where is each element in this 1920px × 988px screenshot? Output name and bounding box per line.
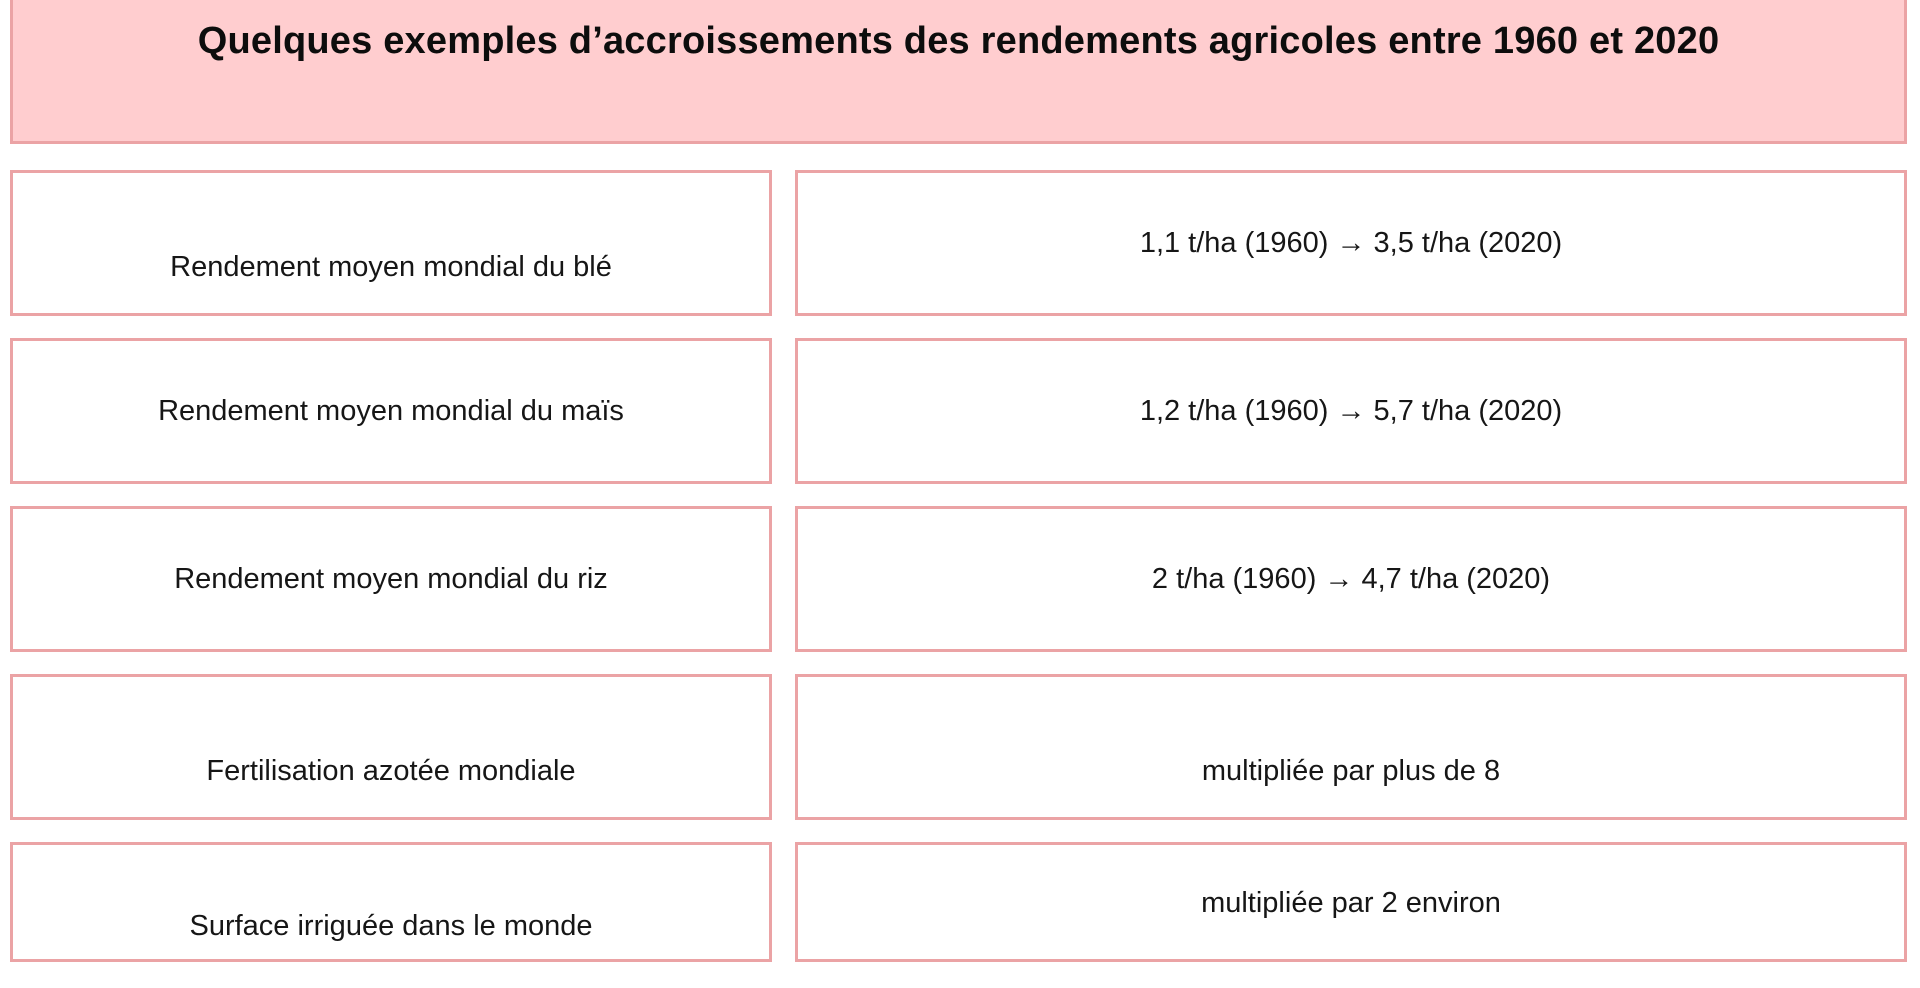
row-value-cell bbox=[795, 338, 1907, 484]
row-value-cell bbox=[795, 674, 1907, 820]
row-value-cell bbox=[795, 170, 1907, 316]
row-label: Rendement moyen mondial du blé bbox=[170, 251, 612, 283]
row-value: 2 t/ha (1960) → 4,7 t/ha (2020) bbox=[1151, 563, 1551, 595]
row-value: multipliée par plus de 8 bbox=[1201, 755, 1501, 787]
row-value-cell bbox=[795, 506, 1907, 652]
row-value-cell bbox=[795, 842, 1907, 962]
table-title-header bbox=[10, 0, 1907, 144]
row-value: 1,2 t/ha (1960) → 5,7 t/ha (2020) bbox=[1139, 395, 1563, 427]
row-label-cell bbox=[10, 170, 772, 316]
row-label-cell bbox=[10, 506, 772, 652]
row-value: multipliée par 2 environ bbox=[1201, 887, 1501, 919]
row-label: Fertilisation azotée mondiale bbox=[206, 755, 576, 787]
row-value: 1,1 t/ha (1960) → 3,5 t/ha (2020) bbox=[1139, 227, 1563, 259]
row-label: Rendement moyen mondial du riz bbox=[174, 563, 608, 595]
table-row bbox=[0, 506, 1920, 652]
row-label: Rendement moyen mondial du maïs bbox=[158, 395, 624, 427]
row-label-cell bbox=[10, 338, 772, 484]
page-title: Quelques exemples d’accroissements des rendements agricoles entre 1960 et 2020 bbox=[197, 20, 1720, 62]
table-row bbox=[0, 674, 1920, 820]
row-label: Surface irriguée dans le monde bbox=[189, 910, 593, 942]
row-label-cell bbox=[10, 842, 772, 962]
table-row bbox=[0, 170, 1920, 316]
table-row bbox=[0, 842, 1920, 988]
table-row bbox=[0, 338, 1920, 484]
row-label-cell bbox=[10, 674, 772, 820]
